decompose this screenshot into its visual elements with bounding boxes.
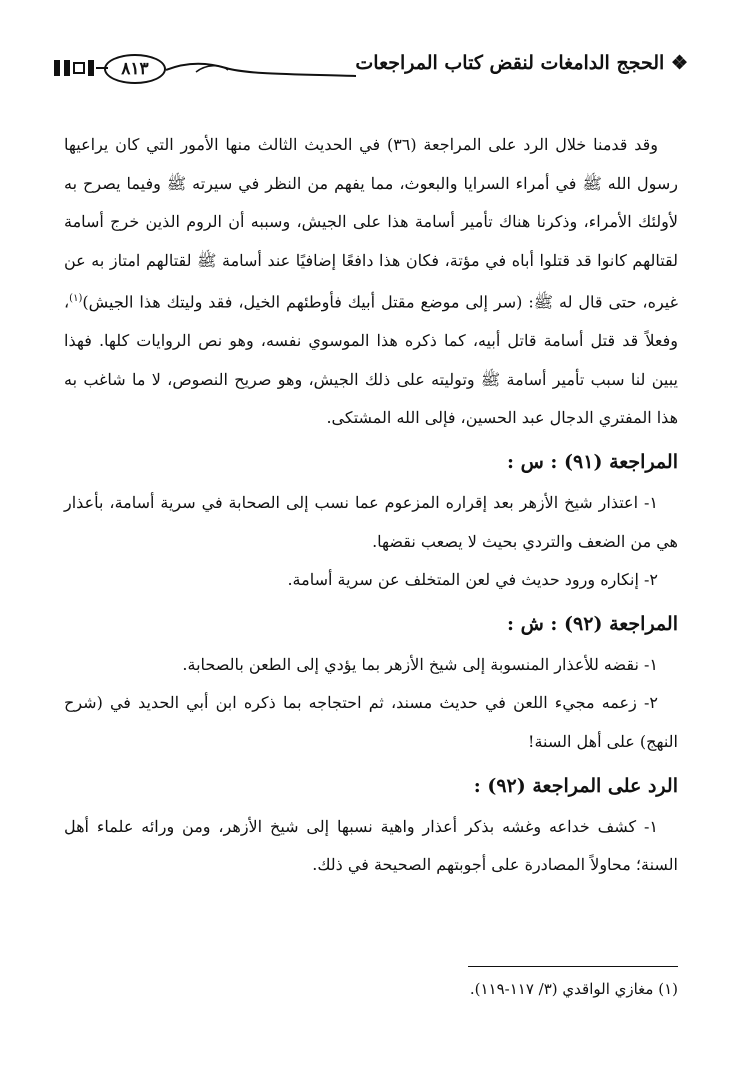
list-item: ١- نقضه للأعذار المنسوبة إلى شيخ الأزهر بما يؤدي إلى الطعن بالصحابة. (182, 654, 658, 674)
list-item: ١- كشف خداعه وغشه بذكر أعذار واهية نسبها إلى شيخ الأزهر، ومن ورائه علماء أهل السنة؛ محاولاً المصادرة على أجوبتهم الصحيحة في ذلك. (64, 816, 678, 875)
page-body (64, 126, 678, 885)
list-item: ١- اعتذار شيخ الأزهر بعد إقراره المزعوم عما نسب إلى الصحابة في سرية أسامة، بأعذار هي من الضعف والتردي بحيث لا يصعب نقضها. (64, 493, 678, 551)
left-ornament-icon (52, 54, 108, 82)
intro-paragraph: وقد قدمنا خلال الرد على المراجعة (٣٦) في الحديث الثالث منها الأمور التي كان يراعيها رسول الله ﷺ في أمراء السرايا والبعوث، مما يفهم من النظر في سيرته ﷺ وفيما يصرح به لأولئك الأمراء، وذكرنا هناك تأمير أسامة هذا على الجيش، وسببه أن الروم الذين خرج أسامة لقتالهم كانوا قد قتلوا أباه في مؤتة، فكان هذا دافعًا إضافيًا عند أسامة ﷺ لقتالهم امتاز به عن غيره، حتى قال له ﷺ: (سر إلى موضع مقتل أبيك فأوطئهم الخيل، فقد وليتك هذا الجيش)$^{(١)}$، وفعلاً قد قتل أسامة قاتل أبيه، كما ذكره هذا الموسوي نفسه، وهو نص الروايات كلها. فهذا يبين لنا سبب تأمير أسامة ﷺ وتوليته على ذلك الجيش، وهو صريح النصوص، لا ما شاغب به هذا المفتري الدجال عبد الحسين، فإلى الله المشتكى. (64, 135, 679, 428)
section-heading-91: المراجعة (٩١) : س : (506, 451, 678, 474)
book-title: ❖ الحجج الدامغات لنقض كتاب المراجعات (355, 52, 688, 74)
section-heading-reply-92: الرد على المراجعة (٩٢) : (473, 774, 678, 797)
header-rule-ornament-icon (166, 58, 356, 78)
list-item: ٢- إنكاره ورود حديث في لعن المتخلف عن سرية أسامة. (287, 570, 658, 590)
list-item: ٢- زعمه مجيء اللعن في حديث مسند، ثم احتجاجه بما ذكره ابن أبي الحديد في (شرح النهج) على أهل السنة! (64, 693, 678, 752)
section-heading-92: المراجعة (٩٢) : ش : (506, 612, 678, 635)
footnote: (١) مغازي الواقدي (٣/ ١١٧-١١٩). (469, 980, 678, 998)
header-ornament-icon: ❖ (670, 52, 688, 74)
footnote-divider (468, 966, 678, 967)
footnote-ref: (١) (69, 293, 83, 305)
page-header (52, 48, 688, 98)
page-number: ٨١٣ (104, 54, 166, 84)
